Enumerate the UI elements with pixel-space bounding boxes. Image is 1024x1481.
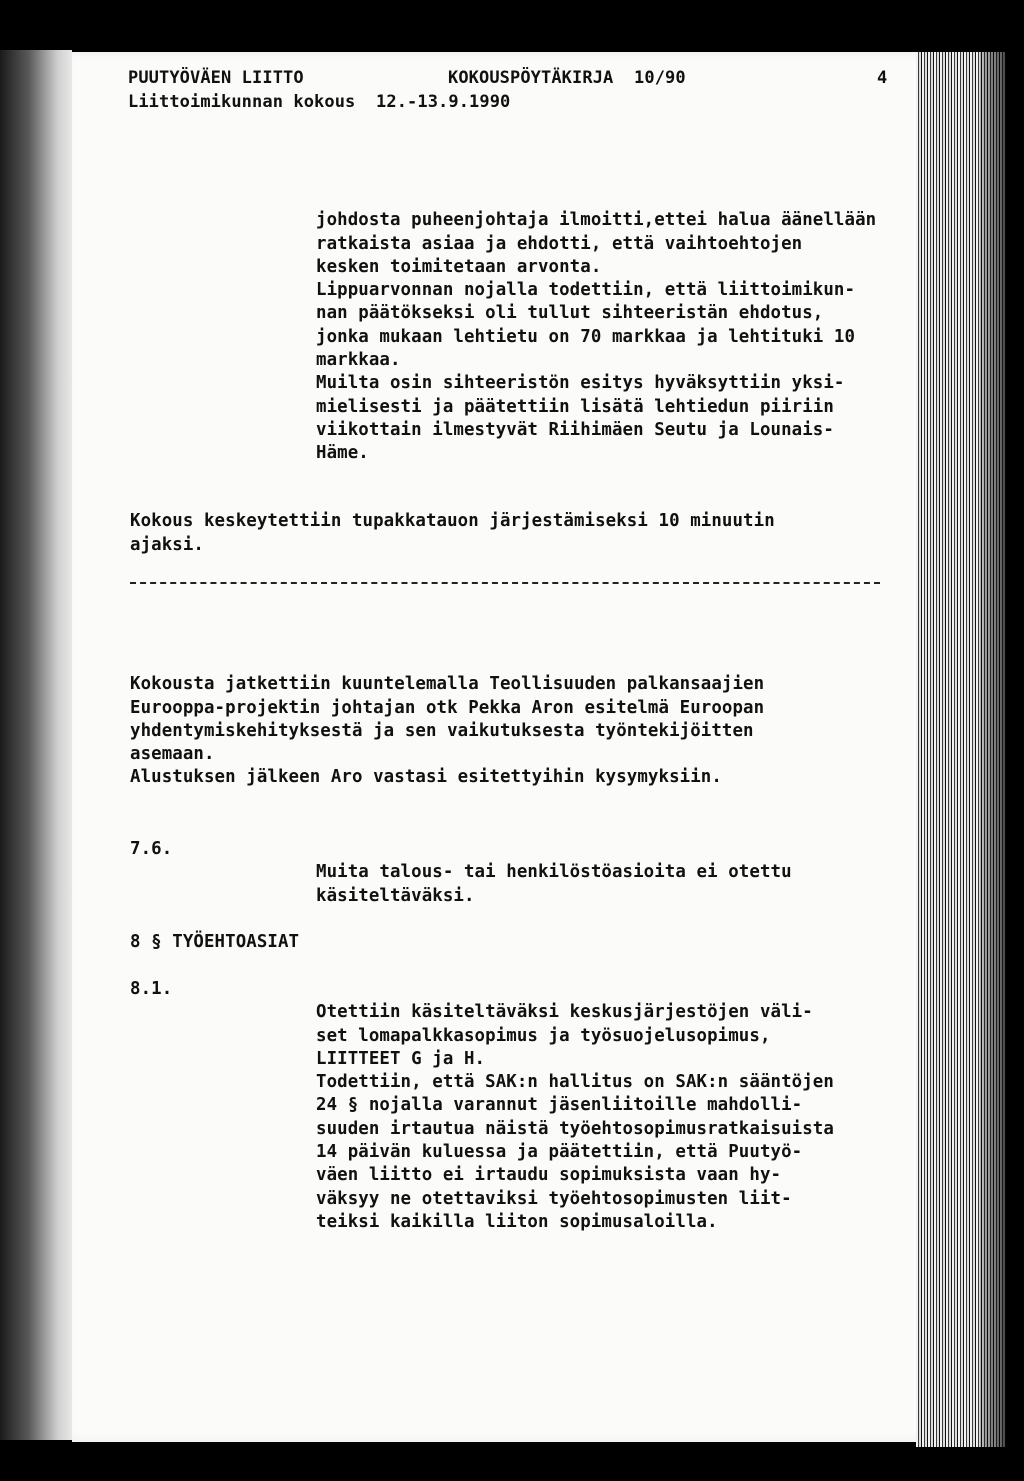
text-line: LIITTEET G ja H. — [316, 1048, 486, 1069]
text-line: Alustuksen jälkeen Aro vastasi esitettyihin kysymyksiin. — [130, 767, 722, 788]
header-org: PUUTYÖVÄEN LIITTO — [128, 68, 304, 88]
paragraph-decision — [316, 186, 876, 489]
text-line: jonka mukaan lehtietu on 70 markkaa ja lehtituki 10 — [316, 326, 856, 347]
text-line: asemaan. — [130, 744, 215, 765]
text-line: markkaa. — [316, 350, 401, 371]
text-line: mielisesti ja päätettiin lisätä lehtiedun piiriin — [316, 396, 834, 417]
text-line: kesken toimitetaan arvonta. — [316, 256, 602, 277]
text-line: Todettiin, että SAK:n hallitus on SAK:n sääntöjen — [316, 1072, 834, 1093]
text-line: Kokous keskeytettiin tupakkatauon järjestämiseksi 10 minuutin — [130, 511, 775, 532]
adjacent-page-edge — [0, 50, 72, 1440]
text-line: Otettiin käsiteltäväksi keskusjärjestöjen väli- — [316, 1002, 813, 1023]
text-line: 14 päivän kuluessa ja päätettiin, että Puutyö- — [316, 1142, 803, 1163]
header-doc: KOKOUSPÖYTÄKIRJA 10/90 — [448, 68, 686, 88]
text-line: Muilta osin sihteeristön esitys hyväksyttiin yksi- — [316, 373, 845, 394]
item-number-7-6: 7.6. — [130, 839, 173, 859]
item-number-8-1: 8.1. — [130, 979, 173, 999]
text-line: nan päätökseksi oli tullut sihteeristän ehdotus, — [316, 303, 824, 324]
paragraph-resume — [130, 650, 764, 813]
text-line: Eurooppa-projektin johtajan otk Pekka Aron esitelmä Euroopan — [130, 697, 765, 718]
text-line: Häme. — [316, 443, 369, 464]
header-meeting: Liittoimikunnan kokous 12.-13.9.1990 — [128, 92, 511, 112]
text-line: väen liitto ei irtaudu sopimuksista vaan hy- — [316, 1165, 782, 1186]
book-edge-shadow — [980, 52, 1024, 1447]
item-8-1-text — [316, 978, 834, 1258]
text-line: 24 § nojalla varannut jäsenliitoille mahdolli- — [316, 1095, 803, 1116]
text-line: viikottain ilmestyvät Riihimäen Seutu ja Lounais- — [316, 419, 834, 440]
item-7-6-text — [316, 838, 792, 931]
section-heading: 8 § TYÖEHTOASIAT — [130, 932, 300, 952]
text-line: käsiteltäväksi. — [316, 885, 475, 906]
text-line: ajaksi. — [130, 534, 204, 555]
text-line: yhdentymiskehityksestä ja sen vaikutuksesta työntekijöitten — [130, 720, 754, 741]
text-line: ratkaista asiaa ja ehdotti, että vaihtoehtojen — [316, 233, 803, 254]
paragraph-break — [130, 487, 775, 580]
text-line: Lippuarvonnan nojalla todettiin, että liittoimikun- — [316, 280, 856, 301]
text-line: Muita talous- tai henkilöstöasioita ei otettu — [316, 862, 792, 883]
text-line: teiksi kaikilla liiton sopimusaloilla. — [316, 1211, 718, 1232]
text-line: Kokousta jatkettiin kuuntelemalla Teollisuuden palkansaajien — [130, 674, 765, 695]
text-line: johdosta puheenjohtaja ilmoitti,ettei halua äänellään — [316, 210, 877, 231]
text-line: suuden irtautua näistä työehtosopimusratkaisuista — [316, 1118, 834, 1139]
dashed-separator — [130, 582, 880, 584]
page-number: 4 — [877, 68, 888, 88]
text-line: väksyy ne otettaviksi työehtosopimusten liit- — [316, 1188, 792, 1209]
text-line: set lomapalkkasopimus ja työsuojelusopimus, — [316, 1025, 771, 1046]
